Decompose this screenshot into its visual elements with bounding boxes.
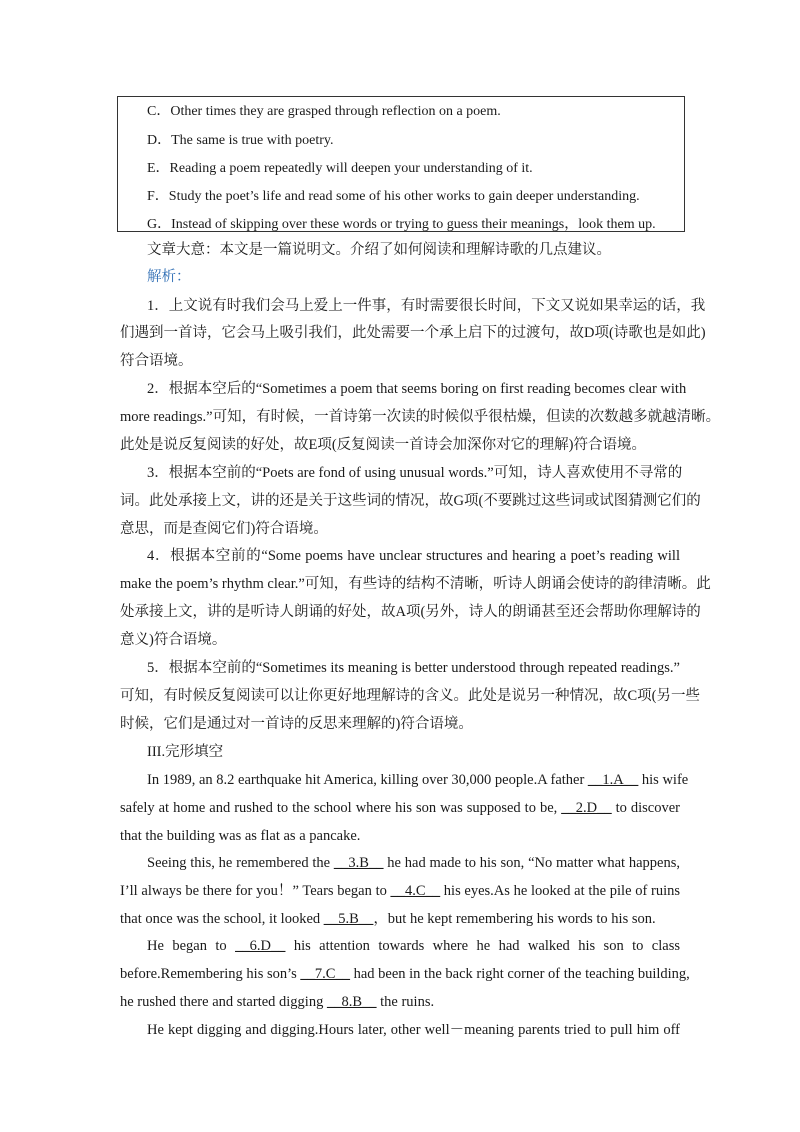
explanation-2-line-2: more readings.”可知，有时候，一首诗第一次读的时候似乎很枯燥，但读的次数越多就越清晰。 xyxy=(120,409,721,425)
cloze-p1-line-2: safely at home and rushed to the school where his son was supposed to be, __2.D__ to discover xyxy=(120,800,680,816)
explanation-1-line-3: 符合语境。 xyxy=(120,353,193,369)
cloze-p2-line-1: Seeing this, he remembered the __3.B__ he had made to his son, “No matter what happens, xyxy=(147,855,680,871)
explanation-4-line-4: 意义)符合语境。 xyxy=(120,632,227,648)
cloze-p3-line-2: before.Remembering his son’s __7.C__ had been in the back right corner of the teaching building, xyxy=(120,966,690,982)
explanation-5-line-2: 可知，有时候反复阅读可以让你更好地理解诗的含义。此处是说另一种情况，故C项(另一些 xyxy=(120,688,700,704)
explanation-3-line-2: 词。此处承接上文，讲的还是关于这些词的情况，故G项(不要跳过这些词或试图猜测它们的 xyxy=(120,493,701,509)
explanation-5-line-3: 时候，它们是通过对一首诗的反思来理解的)符合语境。 xyxy=(120,716,473,732)
blank-1: __1.A__ xyxy=(587,772,639,788)
explanation-3-line-3: 意思，而是查阅它们)符合语境。 xyxy=(120,521,328,537)
explanation-1-line-1: 1．上文说有时我们会马上爱上一件事，有时需要很长时间，下文又说如果幸运的话，我 xyxy=(147,298,706,314)
blank-6: __6.D__ xyxy=(235,938,286,954)
explanation-4-line-2: make the poem’s rhythm clear.”可知，有些诗的结构不清晰，听诗人朗诵会使诗的韵律清晰。此 xyxy=(120,576,711,592)
blank-5: __5.B__ xyxy=(323,911,374,927)
cloze-p2-line-2: I’ll always be there for you！” Tears began to __4.C__ his eyes.As he looked at the pile of ruins xyxy=(120,883,680,899)
cloze-p2-line-3: that once was the school, it looked __5.B__，but he kept remembering his words to his son. xyxy=(120,911,656,927)
blank-2: __2.D__ xyxy=(561,800,612,816)
cloze-p1-line-1: In 1989, an 8.2 earthquake hit America, killing over 30,000 people.A father __1.A__ his wife xyxy=(147,772,689,788)
explanation-5-line-1: 5．根据本空前的“Sometimes its meaning is better understood through repeated readings.” xyxy=(147,660,680,676)
blank-8: __8.B__ xyxy=(326,994,377,1010)
explanation-2-line-3: 此处是说反复阅读的好处，故E项(反复阅读一首诗会加深你对它的理解)符合语境。 xyxy=(120,437,647,453)
explanation-2-line-1: 2．根据本空后的“Sometimes a poem that seems boring on first reading becomes clear with xyxy=(147,381,687,397)
explanation-1-line-2: 们遇到一首诗，它会马上吸引我们，此处需要一个承上启下的过渡句，故D项(诗歌也是如此) xyxy=(120,325,706,341)
cloze-p3-line-1: He began to __6.D__ his attention towards where he had walked his son to class xyxy=(147,938,680,954)
option-f: F．Study the poet’s life and read some of his other works to gain deeper understanding. xyxy=(147,189,640,204)
analysis-label: 解析： xyxy=(147,269,191,285)
blank-4: __4.C__ xyxy=(390,883,441,899)
cloze-p3-line-3: he rushed there and started digging __8.B__ the ruins. xyxy=(120,994,435,1010)
option-e: E．Reading a poem repeatedly will deepen your understanding of it. xyxy=(147,161,533,176)
section-title: III.完形填空 xyxy=(147,744,224,760)
option-d: D．The same is true with poetry. xyxy=(147,133,334,148)
explanation-4-line-1: 4．根据本空前的“Some poems have unclear structures and hearing a poet’s reading will xyxy=(147,548,680,564)
blank-3: __3.B__ xyxy=(333,855,384,871)
explanation-3-line-1: 3．根据本空前的“Poets are fond of using unusual words.”可知，诗人喜欢使用不寻常的 xyxy=(147,465,683,481)
summary: 文章大意：本文是一篇说明文。介绍了如何阅读和理解诗歌的几点建议。 xyxy=(147,242,611,258)
option-g: G．Instead of skipping over these words or trying to guess their meanings，look them up. xyxy=(147,217,656,232)
blank-7: __7.C__ xyxy=(300,966,350,982)
explanation-4-line-3: 处承接上文，讲的是听诗人朗诵的好处，故A项(另外，诗人的朗诵甚至还会帮助你理解诗的 xyxy=(120,604,701,620)
cloze-p4-line-1: He kept digging and digging.Hours later, other well－meaning parents tried to pull him off xyxy=(147,1022,680,1038)
option-c: C．Other times they are grasped through reflection on a poem. xyxy=(147,104,501,119)
cloze-p1-line-3: that the building was as flat as a pancake. xyxy=(120,828,361,844)
